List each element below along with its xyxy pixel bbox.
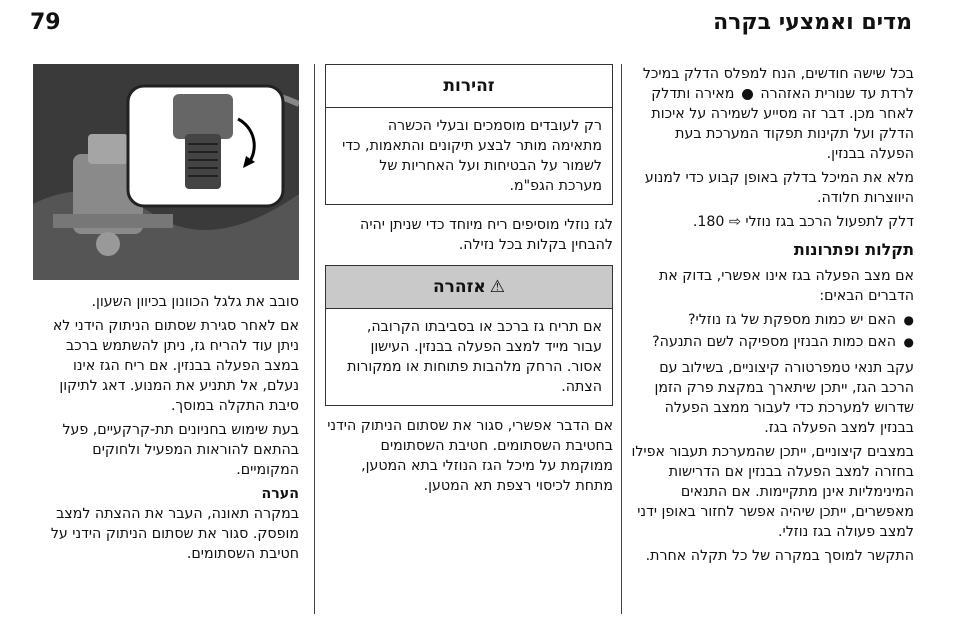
paragraph: התקשר למוסך במקרה של כל תקלה אחרת. [645, 548, 914, 564]
paragraph: לגז נוזלי מוסיפים ריח מיוחד כדי שניתן יהיה להבחין בקלות בכל נזילה. [360, 217, 613, 253]
caution-body: רק לעובדים מוסמכים ובעלי הכשרה מתאימה מותר לבצע תיקונים והתאמות, כדי לשמור על הבטיחות ועל האחריות של מערכת הגפ"מ. [342, 118, 602, 194]
middle-column [325, 64, 613, 500]
warning-header [326, 266, 612, 309]
column-divider [314, 64, 315, 614]
paragraph: אם מצב הפעלה בגז אינו אפשרי, בדוק את הדברים הבאים: [658, 268, 914, 304]
note-body: במקרה תאונה, העבר את ההצתה למצב מופסק. סגור את שסתום הניתוק הידני על חטיבת השסתומים. [50, 506, 299, 562]
caution-box [325, 64, 613, 205]
paragraph: בעת שימוש בחניונים תת-קרקעיים, פעל בהתאם להוראות המפעיל ולחוקים המקומיים. [62, 422, 299, 478]
warning-light-dot-icon [742, 89, 753, 100]
warning-box [325, 265, 613, 406]
page-reference-icon: ⇨ [728, 214, 741, 230]
column-divider [621, 64, 622, 614]
page-reference-number: 180. [692, 214, 725, 230]
valve-photo [33, 64, 299, 280]
warning-body: אם תריח גז ברכב או בסביבתו הקרובה, עבור מייד למצב הפעלה בבנזין. העישון אסור. הרחק מלהבות פתוחות או ממקורות הצתה. [347, 319, 602, 395]
paragraph-text: בכל שישה חודשים, הנח למפלס הדלק במיכל לרדת עד שנורית האזהרה [642, 66, 914, 102]
paragraph-text: דלק לתפעול הרכב בגז נוזלי [745, 214, 914, 230]
page-number: 79 [30, 10, 61, 35]
page-header [0, 0, 960, 52]
warning-triangle-icon: ⚠ [489, 277, 506, 297]
paragraph: סובב את גלגל הכוונון בכיוון השעון. [91, 294, 299, 310]
bullet-list [628, 310, 914, 352]
paragraph: מלא את המיכל בדלק באופן קבוע כדי למנוע היווצרות חלודה. [644, 170, 914, 206]
paragraph: אם הדבר אפשרי, סגור את שסתום הניתוק הידני בחטיבת השסתומים. חטיבת השסתומים ממוקמת על מיכל הגז הנוזלי בתא המטען, מתחת לכיסוי רצפת תא המטען. [327, 418, 613, 494]
paragraph-text: מאירה ותדלק לאחר מכן. דבר זה מסייע לשמירה על איכות הדלק ועל תקינות תפקוד המערכת בעת הפעלה בבנזין. [651, 86, 914, 162]
caution-title: זהירות [326, 65, 612, 108]
valve-illustration [33, 64, 299, 280]
paragraph: אם לאחר סגירת שסתום הניתוק הידני לא ניתן עוד להריח גז, ניתן להשתמש ברכב במצב הפעלה בבנזין. אם ריח הגז אינו נעלם, אל תתניע את המנוע. דאג לתיקון סיבת התקלה במוסך. [52, 318, 299, 414]
section-title: מדים ואמצעי בקרה [713, 10, 912, 35]
list-item: ● האם יש כמות מספקת של גז נוזלי? [628, 310, 914, 330]
warning-title: אזהרה [432, 277, 486, 297]
left-column [33, 64, 299, 568]
right-column [628, 64, 914, 570]
list-item: ● האם כמות הבנזין מספיקה לשם התנעה? [628, 332, 914, 352]
paragraph [628, 212, 914, 232]
paragraph: במצבים קיצוניים, ייתכן שהמערכת תעבור אפילו בחזרה למצב הפעלה בבנזין אם הדרישות המינימליות אינן מתקיימות. אם התנאים מאפשרים, ייתכן שיהיה אפשר לחזור באופן ידני למצב פעולה בגז נוזלי. [631, 444, 914, 540]
note-heading: הערה [261, 486, 299, 502]
section-heading: תקלות ופתרונות [793, 240, 914, 259]
paragraph: עקב תנאי טמפרטורה קיצוניים, בשילוב עם הרכב הגז, ייתכן שיתארך במקצת פרק הזמן שדרוש למערכת כדי לעבור ממצב הפעלה בבנזין למצב הפעלה בגז. [654, 360, 914, 436]
paragraph [628, 64, 914, 164]
